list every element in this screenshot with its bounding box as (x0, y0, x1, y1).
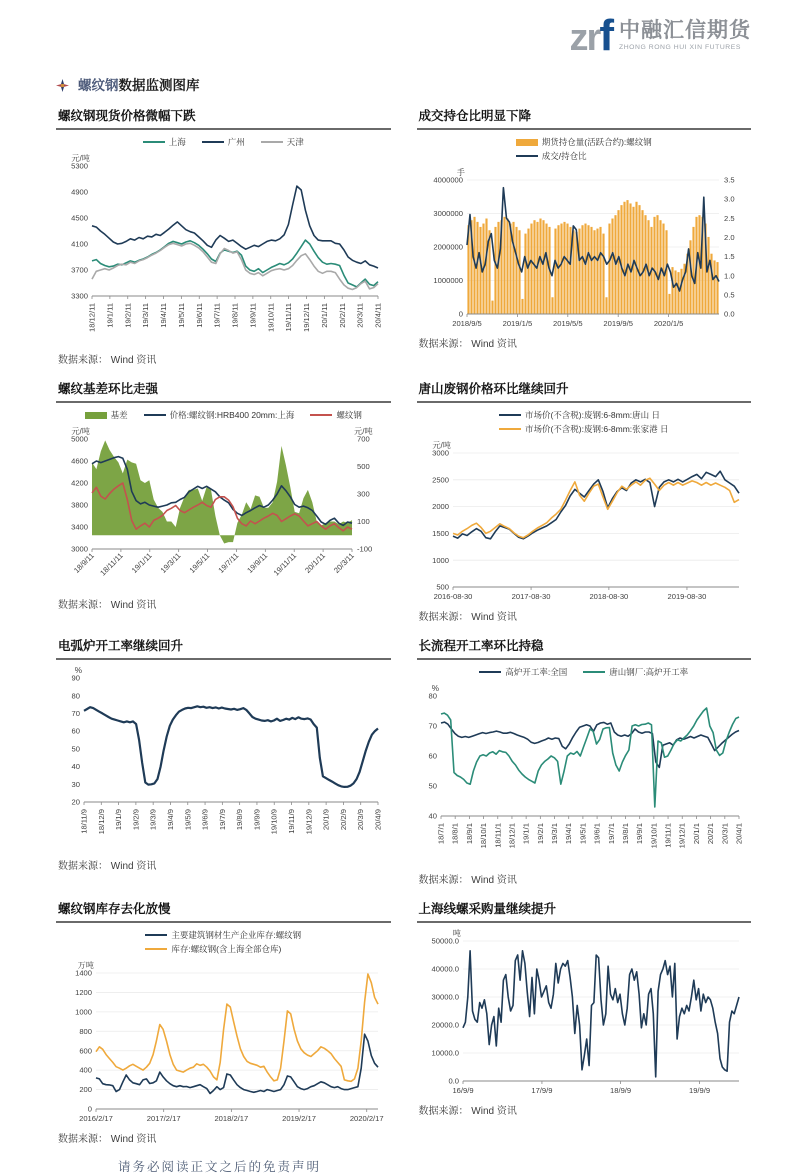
svg-text:3000000: 3000000 (432, 209, 463, 219)
legend-swatch-icon (310, 414, 332, 417)
legend-label: 基差 (110, 410, 128, 420)
svg-text:1000: 1000 (431, 555, 449, 565)
area-series (92, 440, 352, 543)
legend-item (202, 136, 245, 148)
svg-text:3000: 3000 (431, 448, 449, 458)
svg-text:2.5: 2.5 (723, 213, 735, 223)
legend-label: 螺纹钢 (336, 410, 362, 420)
svg-text:20/3/11: 20/3/11 (332, 551, 356, 575)
data-source: 数据来源： Wind 资讯 (58, 1134, 157, 1145)
svg-text:19/6/11: 19/6/11 (194, 303, 204, 328)
chart-title: 成交持仓比明显下降 (417, 106, 752, 130)
svg-text:2019-08-30: 2019-08-30 (667, 592, 706, 601)
svg-text:50: 50 (428, 781, 437, 791)
legend-label: 高炉开工率:全国 (505, 667, 568, 677)
svg-text:500: 500 (357, 462, 370, 472)
data-source: 数据来源： Wind 资讯 (418, 875, 517, 886)
svg-text:40000.0: 40000.0 (431, 964, 459, 974)
svg-text:0.0: 0.0 (723, 309, 735, 319)
svg-text:18/9/11: 18/9/11 (72, 551, 96, 575)
svg-text:19/6/9: 19/6/9 (200, 809, 210, 831)
svg-text:20/1/9: 20/1/9 (321, 809, 331, 831)
svg-text:17/9/9: 17/9/9 (530, 1086, 552, 1095)
section-title (78, 74, 200, 94)
svg-text:500: 500 (435, 582, 449, 592)
svg-text:700: 700 (357, 434, 370, 444)
legend-label: 上海 (168, 137, 186, 147)
svg-text:20/4/11: 20/4/11 (373, 303, 383, 328)
chart-title: 唐山废钢价格环比继续回升 (417, 379, 752, 403)
chart-canvas (56, 423, 388, 593)
svg-text:19/9/9: 19/9/9 (252, 809, 262, 831)
svg-text:元/吨: 元/吨 (431, 441, 451, 450)
chart-canvas (417, 925, 749, 1099)
page-header (56, 11, 751, 66)
legend-label: 广州 (227, 137, 245, 147)
chart-canvas (417, 680, 749, 868)
chart-canvas (417, 437, 749, 605)
svg-text:2016-08-30: 2016-08-30 (433, 592, 472, 601)
svg-text:19/3/11: 19/3/11 (141, 303, 151, 328)
svg-text:0.0: 0.0 (447, 1076, 459, 1086)
legend-item (583, 666, 688, 678)
gridlines (453, 453, 739, 560)
svg-text:2017/2/17: 2017/2/17 (146, 1114, 181, 1123)
line-series (453, 471, 739, 539)
line-series (96, 974, 378, 1081)
svg-text:2020/1/5: 2020/1/5 (653, 319, 683, 328)
svg-text:18/12/9: 18/12/9 (96, 809, 106, 835)
legend-label: 成交/持仓比 (541, 151, 587, 161)
data-source: 数据来源： Wind 资讯 (418, 1106, 517, 1117)
svg-text:3300: 3300 (71, 291, 88, 301)
svg-text:18/9/9: 18/9/9 (609, 1086, 631, 1095)
svg-text:19/2/11: 19/2/11 (123, 303, 133, 328)
bar-series (467, 200, 718, 314)
svg-text:19/11/9: 19/11/9 (287, 809, 297, 834)
svg-text:19/12/9: 19/12/9 (304, 809, 314, 835)
svg-text:1.0: 1.0 (723, 271, 735, 281)
svg-text:19/1/1: 19/1/1 (521, 823, 531, 845)
logo-text (619, 20, 751, 51)
svg-text:300: 300 (357, 489, 370, 499)
svg-text:19/10/11: 19/10/11 (266, 303, 276, 332)
svg-text:3400: 3400 (71, 522, 88, 532)
legend-swatch-icon (85, 412, 107, 419)
svg-text:19/10/9: 19/10/9 (269, 809, 279, 835)
svg-text:19/9/11: 19/9/11 (245, 551, 270, 575)
svg-text:60: 60 (428, 751, 437, 761)
svg-text:19/9/11: 19/9/11 (248, 303, 258, 328)
svg-text:20/1/11: 20/1/11 (319, 303, 329, 328)
svg-text:4000000: 4000000 (432, 175, 463, 185)
svg-text:18/11/9: 18/11/9 (79, 809, 89, 834)
svg-text:4500: 4500 (71, 213, 88, 223)
svg-text:40: 40 (428, 811, 437, 821)
svg-text:19/2/1: 19/2/1 (535, 823, 545, 845)
legend-swatch-icon (143, 141, 165, 144)
svg-text:19/3/1: 19/3/1 (549, 823, 559, 845)
svg-text:19/1/11: 19/1/11 (129, 551, 154, 575)
axis-labels (433, 167, 734, 328)
svg-text:18/10/1: 18/10/1 (478, 823, 488, 849)
chart-block-spot-price (56, 106, 391, 366)
svg-text:18/7/1: 18/7/1 (436, 823, 445, 845)
legend-swatch-icon (144, 414, 166, 417)
svg-text:20/1/1: 20/1/1 (691, 823, 701, 845)
svg-text:1000000: 1000000 (432, 276, 463, 286)
svg-text:19/8/11: 19/8/11 (230, 303, 240, 328)
logo-name-cn: 中融汇信期货 (619, 19, 751, 43)
legend-item (479, 666, 567, 678)
legend-label: 主要建筑钢材生产企业库存:螺纹钢 (171, 930, 302, 940)
svg-text:3.5: 3.5 (723, 175, 735, 185)
svg-text:19/11/11: 19/11/11 (284, 303, 294, 332)
svg-text:18/12/1: 18/12/1 (506, 823, 516, 849)
chart-legend (56, 409, 391, 421)
legend-label: 价格:螺纹钢:HRB400 20mm:上海 (169, 410, 295, 420)
svg-text:2016/2/17: 2016/2/17 (79, 1114, 113, 1123)
svg-text:1.5: 1.5 (723, 252, 735, 262)
data-source: 数据来源： Wind 资讯 (418, 339, 517, 350)
svg-text:19/2/9: 19/2/9 (131, 809, 141, 831)
svg-text:400: 400 (79, 1065, 92, 1075)
data-source: 数据来源： Wind 资讯 (58, 861, 157, 872)
svg-text:20/2/1: 20/2/1 (705, 823, 715, 845)
legend-swatch-icon (583, 671, 605, 674)
svg-text:90: 90 (71, 673, 80, 683)
svg-text:30: 30 (71, 779, 80, 789)
logo-f: f (599, 11, 612, 60)
chart-title: 螺纹钢库存去化放慢 (56, 899, 391, 923)
svg-text:4100: 4100 (71, 239, 88, 249)
line-series (96, 1034, 378, 1093)
logo-name-en: ZHONG RONG HUI XIN FUTURES (619, 44, 741, 52)
company-logo (569, 11, 751, 60)
svg-text:40: 40 (71, 762, 80, 772)
svg-text:19/3/11: 19/3/11 (158, 551, 183, 575)
svg-text:19/1/11: 19/1/11 (105, 303, 115, 328)
svg-text:2000: 2000 (431, 502, 449, 512)
svg-text:800: 800 (79, 1026, 92, 1036)
svg-text:18/12/11: 18/12/11 (87, 303, 97, 332)
chart-legend (145, 929, 301, 955)
svg-text:19/4/1: 19/4/1 (563, 823, 573, 845)
line-series (92, 186, 378, 268)
svg-text:-100: -100 (357, 544, 373, 554)
svg-text:19/6/1: 19/6/1 (592, 823, 602, 845)
disclaimer-text: 请务必阅读正文之后的免责声明 (118, 1160, 322, 1174)
svg-text:19/7/11: 19/7/11 (212, 303, 222, 328)
svg-text:16/9/9: 16/9/9 (451, 1086, 474, 1095)
svg-text:20/3/9: 20/3/9 (356, 809, 366, 831)
line-series (463, 951, 739, 1077)
svg-text:100: 100 (357, 517, 370, 527)
chart-legend (56, 136, 391, 148)
svg-text:0: 0 (458, 309, 463, 319)
chart-block-inventory (56, 899, 391, 1145)
legend-label: 市场价(不含税):废钢:6-8mm:唐山 日 (524, 410, 661, 420)
legend-label: 天津 (286, 137, 304, 147)
axis-labels (75, 960, 384, 1123)
chart-title: 长流程开工率环比持稳 (417, 636, 752, 660)
section-header (56, 74, 751, 94)
line-series (92, 243, 378, 289)
svg-text:200: 200 (79, 1085, 92, 1095)
legend-item (145, 929, 301, 941)
svg-text:20/4/1: 20/4/1 (734, 823, 743, 845)
svg-text:20/2/11: 20/2/11 (337, 303, 347, 328)
svg-text:3800: 3800 (71, 500, 88, 510)
legend-item (499, 409, 660, 421)
legend-item (261, 136, 304, 148)
logo-zr: zr (569, 17, 600, 59)
svg-text:1000: 1000 (75, 1007, 92, 1017)
svg-text:1200: 1200 (75, 988, 92, 998)
svg-text:4600: 4600 (71, 456, 88, 466)
svg-text:20/3/11: 20/3/11 (355, 303, 365, 328)
svg-text:2019/9/5: 2019/9/5 (602, 319, 633, 328)
svg-text:20/4/9: 20/4/9 (373, 809, 383, 831)
svg-text:2018/9/5: 2018/9/5 (451, 319, 482, 328)
svg-text:19/4/11: 19/4/11 (159, 303, 168, 328)
svg-text:2.0: 2.0 (723, 233, 735, 243)
svg-text:19/9/9: 19/9/9 (688, 1086, 710, 1095)
svg-text:元/吨: 元/吨 (71, 427, 90, 436)
svg-text:19/10/1: 19/10/1 (648, 823, 658, 849)
line-series (453, 478, 739, 538)
gridlines (96, 973, 378, 1090)
chart-legend (417, 666, 752, 678)
svg-text:%: % (431, 684, 439, 693)
svg-text:18/8/1: 18/8/1 (450, 823, 460, 845)
legend-item (516, 136, 652, 148)
svg-text:19/1/9: 19/1/9 (114, 809, 124, 831)
chart-canvas (56, 662, 388, 854)
svg-text:万吨: 万吨 (77, 961, 94, 970)
line-series (441, 708, 739, 807)
star-bullet-icon (56, 79, 69, 92)
chart-block-open-interest (417, 106, 752, 366)
svg-text:50: 50 (71, 744, 80, 754)
svg-text:3000: 3000 (71, 544, 88, 554)
svg-text:手: 手 (456, 168, 465, 177)
svg-text:80: 80 (428, 691, 437, 701)
axis-labels (71, 153, 382, 332)
svg-text:600: 600 (79, 1046, 92, 1056)
svg-text:20/3/1: 20/3/1 (719, 823, 729, 845)
chart-grid (56, 106, 751, 1145)
chart-block-eaf-rate (56, 636, 391, 886)
chart-block-bf-rate (417, 636, 752, 886)
section-title-rest: 数据监测图库 (118, 78, 200, 93)
legend-item (516, 150, 587, 162)
legend-item (85, 409, 128, 421)
legend-item (310, 409, 362, 421)
svg-text:20/2/9: 20/2/9 (338, 809, 348, 831)
svg-text:0: 0 (87, 1104, 92, 1114)
svg-text:19/4/9: 19/4/9 (165, 809, 175, 831)
svg-text:4900: 4900 (71, 187, 88, 197)
svg-text:80: 80 (71, 691, 80, 701)
chart-title: 电弧炉开工率继续回升 (56, 636, 391, 660)
svg-text:3.0: 3.0 (723, 194, 735, 204)
svg-text:1500: 1500 (431, 529, 449, 538)
svg-text:50000.0: 50000.0 (431, 936, 459, 946)
svg-text:19/3/9: 19/3/9 (148, 809, 158, 831)
svg-text:2019/5/5: 2019/5/5 (552, 319, 583, 328)
data-source: 数据来源： Wind 资讯 (418, 612, 517, 623)
chart-block-basis (56, 379, 391, 623)
chart-block-scrap-price (417, 379, 752, 623)
svg-text:18/11/1: 18/11/1 (492, 823, 502, 848)
legend-label: 市场价(不含税):废钢:6-8mm:张家港 日 (524, 424, 669, 434)
data-source: 数据来源： Wind 资讯 (58, 355, 157, 366)
svg-text:元/吨: 元/吨 (71, 154, 90, 163)
svg-text:4200: 4200 (71, 478, 88, 488)
svg-text:19/5/11: 19/5/11 (176, 303, 186, 328)
svg-text:20/1/11: 20/1/11 (303, 551, 328, 575)
svg-text:5000: 5000 (71, 434, 88, 444)
svg-text:5300: 5300 (71, 161, 88, 171)
svg-text:19/12/1: 19/12/1 (677, 823, 687, 849)
chart-legend (499, 409, 669, 435)
chart-legend (516, 136, 652, 162)
chart-block-purchase-volume (417, 899, 752, 1145)
logo-mark (569, 11, 612, 60)
legend-swatch-icon (516, 155, 538, 158)
legend-swatch-icon (202, 141, 224, 144)
legend-label: 唐山钢厂:高炉开工率 (609, 667, 689, 677)
svg-text:吨: 吨 (452, 929, 461, 938)
svg-text:19/11/1: 19/11/1 (663, 823, 673, 848)
svg-text:60: 60 (71, 726, 80, 736)
chart-canvas (56, 150, 388, 348)
svg-text:2500: 2500 (431, 475, 449, 485)
svg-text:10000.0: 10000.0 (431, 1048, 459, 1058)
axis-labels (72, 666, 383, 834)
svg-text:19/5/11: 19/5/11 (187, 551, 212, 575)
svg-text:18/11/11: 18/11/11 (98, 551, 125, 578)
svg-text:2019/2/17: 2019/2/17 (282, 1114, 316, 1123)
svg-text:19/9/1: 19/9/1 (634, 823, 644, 845)
legend-swatch-icon (145, 934, 167, 937)
chart-title: 螺纹基差环比走强 (56, 379, 391, 403)
svg-text:70: 70 (71, 709, 80, 719)
axis-labels (432, 440, 706, 601)
legend-item (145, 943, 281, 955)
svg-text:20000.0: 20000.0 (431, 1020, 459, 1030)
chart-canvas (56, 957, 388, 1127)
svg-text:19/5/1: 19/5/1 (577, 823, 587, 845)
legend-swatch-icon (261, 141, 283, 144)
legend-label: 期货持仓量(活跃合约):螺纹钢 (541, 137, 652, 147)
legend-item (499, 423, 669, 435)
svg-text:2019/1/5: 2019/1/5 (502, 319, 532, 328)
legend-swatch-icon (145, 948, 167, 951)
svg-text:19/8/9: 19/8/9 (235, 809, 245, 831)
legend-item (143, 136, 186, 148)
line-series (84, 706, 378, 787)
svg-text:元/吨: 元/吨 (354, 427, 373, 436)
svg-text:0.5: 0.5 (723, 290, 735, 300)
legend-label: 库存:螺纹钢(含上海全部仓库) (171, 944, 282, 954)
svg-text:1400: 1400 (75, 968, 92, 978)
svg-text:2020/2/17: 2020/2/17 (349, 1114, 384, 1123)
svg-text:70: 70 (428, 721, 437, 731)
svg-text:19/7/11: 19/7/11 (216, 551, 241, 575)
svg-text:19/5/9: 19/5/9 (183, 809, 193, 831)
legend-swatch-icon (499, 414, 521, 417)
svg-text:2018-08-30: 2018-08-30 (588, 592, 628, 601)
legend-item (144, 409, 295, 421)
svg-text:19/12/11: 19/12/11 (302, 303, 311, 332)
svg-text:18/9/1: 18/9/1 (464, 823, 474, 845)
chart-canvas (417, 164, 749, 332)
chart-title: 上海线螺采购量继续提升 (417, 899, 752, 923)
svg-text:20: 20 (71, 797, 80, 807)
legend-swatch-icon (499, 428, 521, 431)
legend-swatch-icon (479, 671, 501, 674)
data-source: 数据来源： Wind 资讯 (58, 600, 157, 611)
svg-text:2017-08-30: 2017-08-30 (511, 592, 551, 601)
svg-text:30000.0: 30000.0 (431, 992, 459, 1002)
svg-text:19/7/1: 19/7/1 (606, 823, 616, 845)
svg-text:3700: 3700 (71, 265, 88, 275)
svg-text:19/7/9: 19/7/9 (217, 809, 227, 831)
legend-swatch-icon (516, 139, 538, 146)
svg-text:%: % (74, 666, 82, 675)
svg-text:2000000: 2000000 (432, 242, 463, 252)
svg-text:19/11/11: 19/11/11 (271, 551, 299, 578)
svg-text:2018/2/17: 2018/2/17 (214, 1114, 249, 1123)
section-title-highlight: 螺纹钢 (78, 78, 119, 93)
chart-title: 螺纹钢现货价格微幅下跌 (56, 106, 391, 130)
svg-text:19/8/1: 19/8/1 (620, 823, 630, 845)
